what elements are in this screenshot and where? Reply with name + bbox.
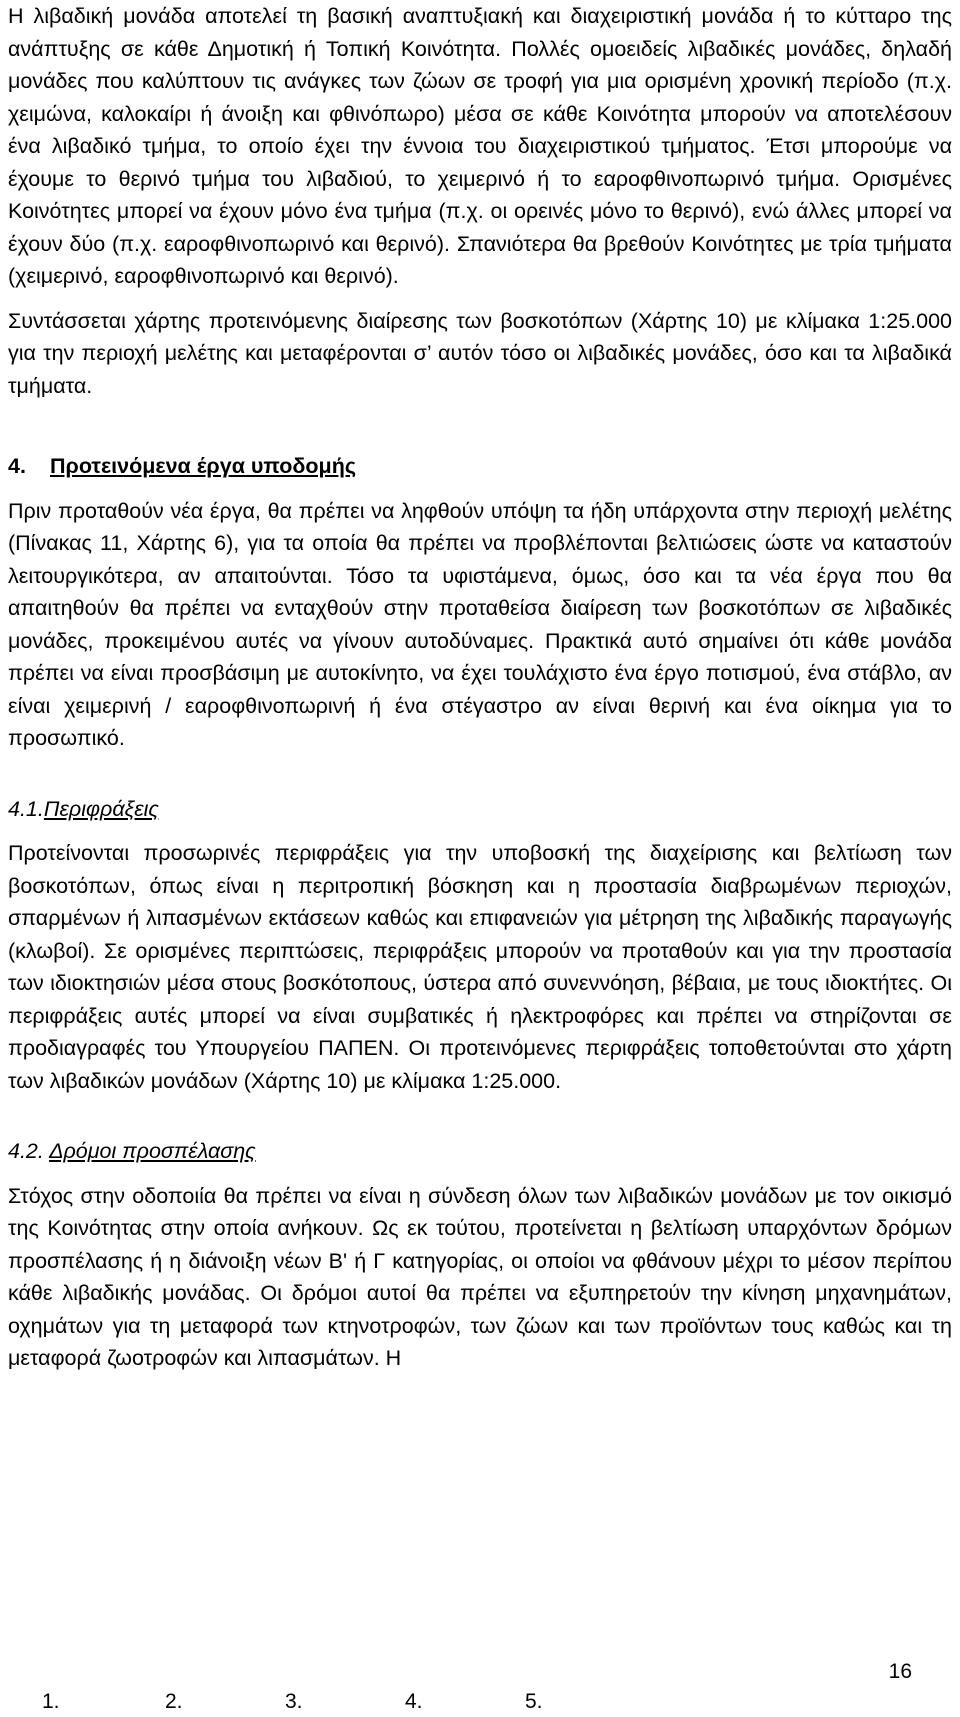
footer-list-item: 2. xyxy=(165,1690,183,1713)
document-page xyxy=(8,0,952,1375)
footer-list-item: 4. xyxy=(405,1690,423,1713)
section-4-1-heading xyxy=(8,793,952,826)
intro-paragraph-2: Συντάσσεται χάρτης προτεινόμενης διαίρεσης των βοσκοτόπων (Χάρτης 10) με κλίμακα 1:25.000 για την περιοχή μελέτης και μεταφέρονται σ’ αυτόν τόσο οι λιβαδικές μονάδες, όσο και τα λιβαδικά τμήματα. xyxy=(8,308,952,398)
section-4-1-number: 4.1. xyxy=(8,796,44,821)
section-4-paragraph: Πριν προταθούν νέα έργα, θα πρέπει να ληφθούν υπόψη τα ήδη υπάρχοντα στην περιοχή μελέτης (Πίνακας 11, Χάρτης 6), για τα οποία θα πρέπει να προβλέπονται βελτιώσεις ώστε να καταστούν λειτουργικότερα, αν απαιτούνται. Τόσο τα υφιστάμενα, όμως, όσο και τα νέα έργα που θα απαιτηθούν θα πρέπει να ενταχθούν στην προταθείσα διαίρεση των βοσκοτόπων σε λιβαδικές μονάδες, προκειμένου αυτές να γίνουν αυτοδύναμες. Πρακτικά αυτό σημαίνει ότι κάθε μονάδα πρέπει να είναι προσβάσιμη με αυτοκίνητο, να έχει τουλάχιστο ένα έργο ποτισμού, ένα στάβλο, αν είναι χειμερινή / εαροφθινοπωρινή ή ένα στέγαστρο αν είναι θερινή και ένα οίκημα για το προσωπικό. xyxy=(8,498,952,750)
footer-list-item: 5. xyxy=(525,1690,543,1713)
page-number: 16 xyxy=(888,1660,912,1683)
section-4-2-title: Δρόμοι προσπέλασης xyxy=(49,1139,256,1163)
footer-list-item: 1. xyxy=(42,1690,60,1713)
section-4-2-paragraph: Στόχος στην οδοποιία θα πρέπει να είναι η σύνδεση όλων των λιβαδικών μονάδων με τον οικισμό της Κοινότητας στην οποία ανήκουν. Ως εκ τούτου, προτείνεται η βελτίωση υπαρχόντων δρόμων προσπέλασης ή η διάνοιξη νέων Β' ή Γ κατηγορίας, οι οποίοι να φθάνουν μέχρι το μέσον περίπου κάθε λιβαδικής μονάδας. Οι δρόμοι αυτοί θα πρέπει να εξυπηρετούν την κίνηση μηχανημάτων, οχημάτων για τη μεταφορά των κτηνοτροφών, των ζώων και των προϊόντων τους καθώς και τη μεταφορά ζωοτροφών και λιπασμάτων. Η xyxy=(8,1183,952,1370)
section-4-2-heading xyxy=(8,1135,952,1168)
section-4-1-title: Περιφράξεις xyxy=(43,796,159,821)
section-4-1-paragraph: Προτείνονται προσωρινές περιφράξεις για την υποβοσκή της διαχείρισης και βελτίωση των βοσκοτόπων, όπως είναι η περιτροπική βόσκηση και η προστασία διαβρωμένων περιοχών, σπαρμένων ή λιπασμένων εκτάσεων καθώς και επιφανειών για μέτρηση της λιβαδικής παραγωγής (κλωβοί). Σε ορισμένες περιπτώσεις, περιφράξεις μπορούν να προταθούν και για την προστασία των ιδιοκτησιών μέσα στους βοσκότοπους, ύστερα από συνεννόηση, βέβαια, με τους ιδιοκτήτες. Οι περιφράξεις αυτές μπορεί να είναι συμβατικές ή ηλεκτροφόρες και πρέπει να στηρίζονται σε προδιαγραφές του Υπουργείου ΠΑΠΕΝ. Οι προτεινόμενες περιφράξεις τοποθετούνται στο χάρτη των λιβαδικών μονάδων (Χάρτης 10) με κλίμακα 1:25.000. xyxy=(8,841,952,1093)
section-4-heading xyxy=(8,450,952,483)
section-4-number: 4. xyxy=(8,454,26,478)
intro-paragraph-1: Η λιβαδική μονάδα αποτελεί τη βασική αναπτυξιακή και διαχειριστική μονάδα ή το κύτταρο της ανάπτυξης σε κάθε Δημοτική ή Τοπική Κοινότητα. Πολλές ομοειδείς λιβαδικές μονάδες, δηλαδή μονάδες που καλύπτουν τις ανάγκες των ζώων σε τροφή για μια ορισμένη χρονική περίοδο (π.χ. χειμώνα, καλοκαίρι ή άνοιξη και φθινόπωρο) μέσα σε κάθε Κοινότητα μπορούν να αποτελέσουν ένα λιβαδικό τμήμα, το οποίο έχει την έννοια του διαχειριστικού τμήματος. Έτσι μπορούμε να έχουμε το θερινό τμήμα του λιβαδιού, το χειμερινό ή το εαροφθινοπωρινό τμήμα. Ορισμένες Κοινότητες μπορεί να έχουν μόνο ένα τμήμα (π.χ. οι ορεινές μόνο το θερινό), ενώ άλλες μπορεί να έχουν δύο (π.χ. εαροφθινοπωρινό και θερινό). Σπανιότερα θα βρεθούν Κοινότητες με τρία τμήματα (χειμερινό, εαροφθινοπωρινό και θερινό). xyxy=(8,4,952,288)
section-4-2-number: 4.2. xyxy=(8,1139,44,1163)
footer-list xyxy=(42,1688,642,1716)
section-4-title: Προτεινόμενα έργα υποδομής xyxy=(50,454,357,478)
footer-list-item: 3. xyxy=(285,1690,303,1713)
